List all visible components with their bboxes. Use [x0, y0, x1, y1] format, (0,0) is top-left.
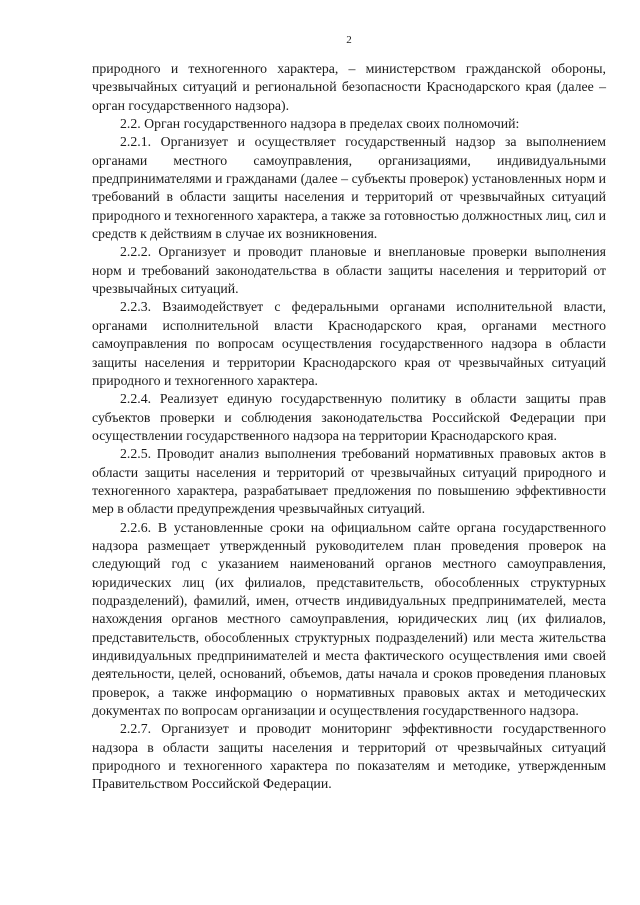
paragraph-2-2-7: 2.2.7. Организует и проводит мониторинг эффективности государственного надзора в области защиты населения и территорий от чрезвычайных ситуаций природного и техногенного характера по показателям и методике, утвержденным Правительством Российской Федерации. [92, 721, 606, 792]
page-number: 2 [346, 34, 352, 46]
paragraph-2-2-2: 2.2.2. Организует и проводит плановые и внеплановые проверки выполнения норм и требований законодательства в области защиты населения и территорий от чрезвычайных ситуаций. [92, 244, 606, 297]
paragraph-continuation: природного и техногенного характера, – министерством гражданской обороны, чрезвычайных ситуаций и региональной безопасности Краснодарского края (далее – орган государственного надзора). [92, 61, 606, 113]
paragraph-2-2-3: 2.2.3. Взаимодействует с федеральными органами исполнительной власти, органами исполнительной власти Краснодарского края, органами местного самоуправления по вопросам осуществления государственного надзора в области защиты населения и территории Краснодарского края от чрезвычайных ситуаций природного и техногенного характера. [92, 299, 606, 388]
paragraph-2-2-1: 2.2.1. Организует и осуществляет государственный надзор за выполнением органами местного самоуправления, организациями, индивидуальными предпринимателями и гражданами (далее – субъекты проверок) установленных норм и требований в области защиты населения и территорий от чрезвычайных ситуаций природного и техногенного характера, а также за готовностью должностных лиц, сил и средств к действиям в случае их возникновения. [92, 134, 606, 242]
paragraph-2-2-4: 2.2.4. Реализует единую государственную политику в области защиты прав субъектов проверки и соблюдения законодательства Российской Федерации при осуществлении государственного надзора на территории Краснодарского края. [92, 391, 606, 443]
paragraph-2-2-6: 2.2.6. В установленные сроки на официальном сайте органа государственного надзора размещает утвержденный руководителем план проведения проверок на следующий год с указанием наименований органов местного самоуправления, юридических лиц (их филиалов, представительств, обособленных структурных подразделений), фамилий, имен, отчеств индивидуальных предпринимателей, места нахождения органов местного самоуправления, юридических лиц (их филиалов, представительств, обособленных структурных подразделений) или места жительства индивидуальных предпринимателей и места фактического осуществления ими своей деятельности, целей, оснований, объемов, даты начала и сроков проведения плановых проверок, а также информацию о нормативных правовых актах и методических документах по вопросам организации и осуществления государственного надзора. [92, 519, 606, 719]
paragraph-2-2: 2.2. Орган государственного надзора в пределах своих полномочий: [120, 116, 520, 132]
paragraph-2-2-5: 2.2.5. Проводит анализ выполнения требований нормативных правовых актов в области защиты населения и территорий от чрезвычайных ситуаций природного и техногенного характера, разрабатывает предложения по повышению эффективности мер в области предупреждения чрезвычайных ситуаций. [92, 446, 606, 517]
